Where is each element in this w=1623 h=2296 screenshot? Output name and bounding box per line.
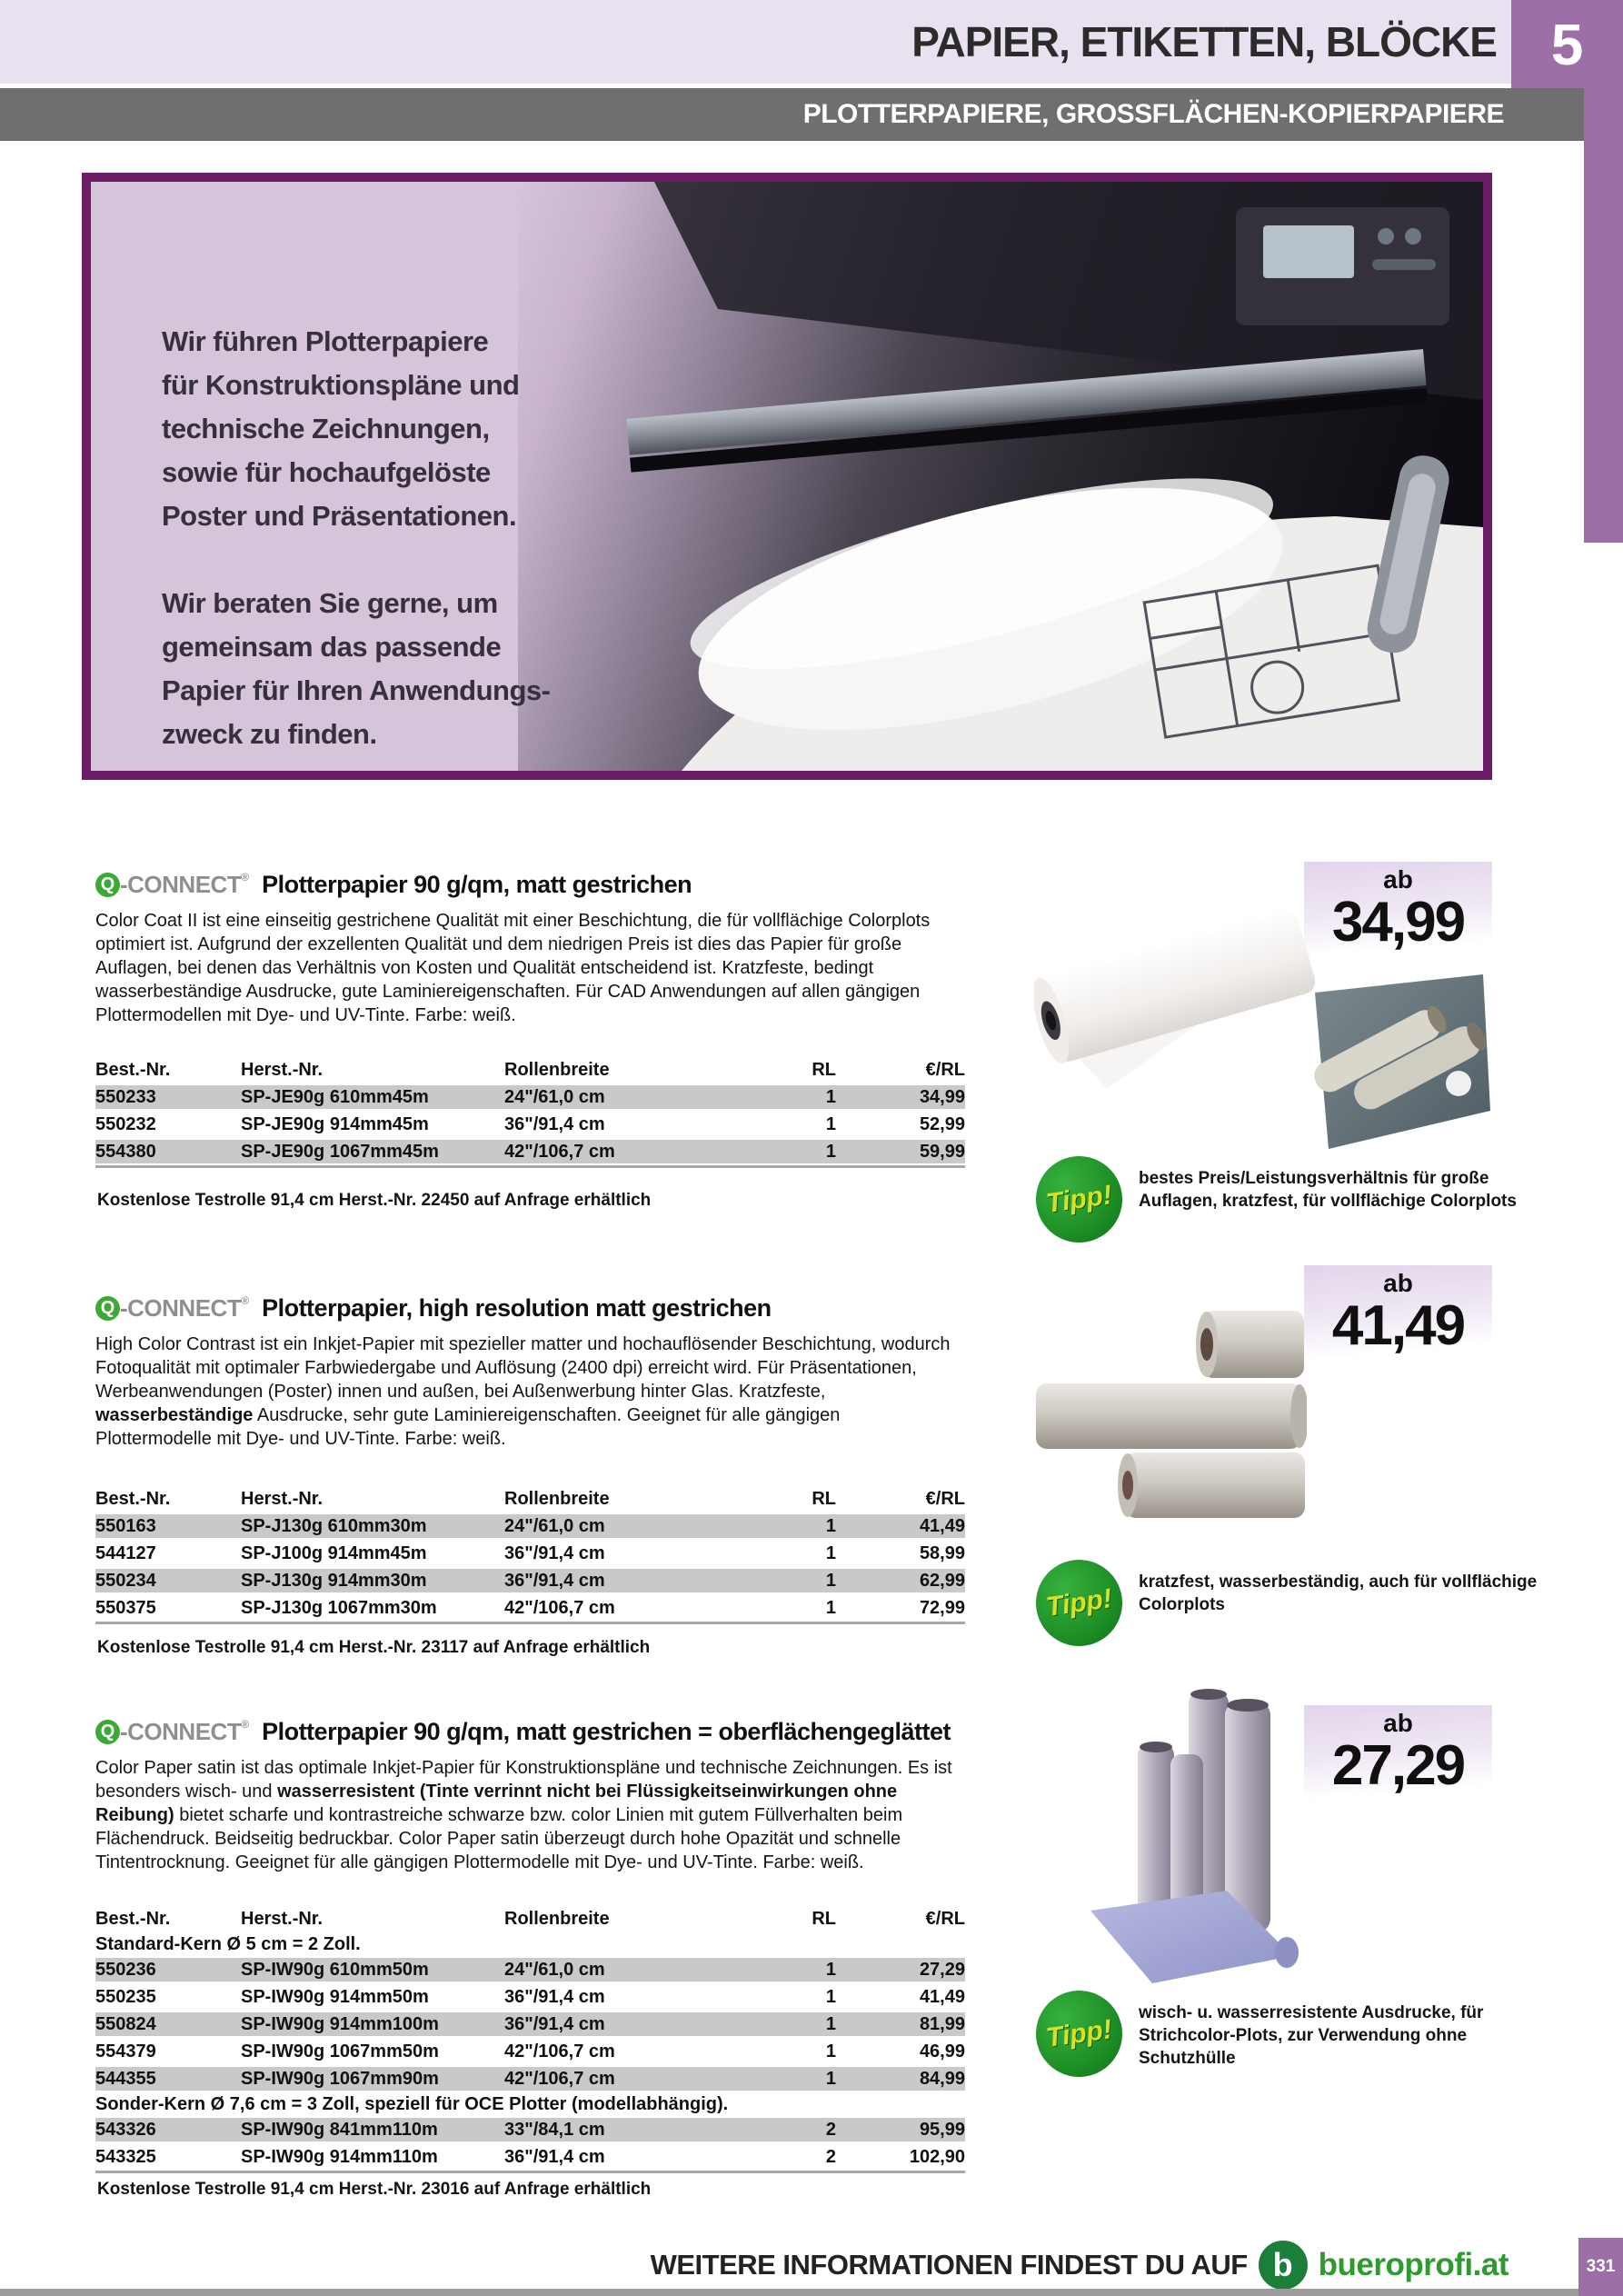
product-3-description bbox=[95, 1756, 959, 1874]
footer-site-link[interactable]: bueroprofi.at bbox=[1318, 2247, 1508, 2282]
table-cell: 1 bbox=[825, 1597, 836, 1618]
table-cell: 52,99 bbox=[919, 1113, 965, 1134]
table-cell: 550234 bbox=[95, 1570, 156, 1591]
table-row bbox=[95, 2143, 965, 2171]
table-cell: 554379 bbox=[95, 2041, 156, 2061]
table-cell: SP-IW90g 914mm110m bbox=[241, 2146, 438, 2167]
table-row bbox=[95, 1567, 965, 1594]
product-2-price: 41,49 bbox=[1331, 1294, 1465, 1357]
table-cell: 36"/91,4 cm bbox=[504, 2013, 605, 2034]
product-3-tipp-text: wisch- u. wasserresistente Ausdrucke, für Strichcolor-Plots, zur Verwendung ohne Schutzhülle bbox=[1139, 2003, 1484, 2068]
product-1-title: Plotterpapier 90 g/qm, matt gestrichen bbox=[262, 871, 692, 898]
table-cell: 544127 bbox=[95, 1542, 156, 1563]
table-cell: 550375 bbox=[95, 1597, 156, 1618]
product-3-tipp bbox=[1036, 1991, 1545, 2077]
table-header-row bbox=[95, 1485, 965, 1512]
q-connect-logo-icon: Q bbox=[95, 1296, 120, 1321]
table-cell: 544355 bbox=[95, 2068, 156, 2089]
description-segment: Color Paper satin ist das optimale Inkjet-Papier für Konstruktionspläne und technische Zeichnungen. Es ist besonders wisch- und bbox=[95, 1758, 952, 1802]
paper-rolls-inset-photo bbox=[1306, 974, 1490, 1149]
table-group-label: Sonder-Kern Ø 7,6 cm = 3 Zoll, speziell für OCE Plotter (modellabhängig). bbox=[95, 2093, 729, 2114]
table-row bbox=[95, 1540, 965, 1567]
column-header: €/RL bbox=[925, 1908, 965, 1929]
product-2-description bbox=[95, 1333, 959, 1451]
product-3-note: Kostenlose Testrolle 91,4 cm Herst.-Nr. 23016 auf Anfrage erhältlich bbox=[97, 2180, 652, 2199]
table-row bbox=[95, 2116, 965, 2143]
table-cell: 42"/106,7 cm bbox=[504, 1597, 615, 1618]
product-1-header bbox=[95, 871, 692, 899]
chapter-number: 5 bbox=[1550, 11, 1584, 77]
table-cell: 24"/61,0 cm bbox=[504, 1959, 605, 1980]
page-number: 331 bbox=[1586, 2257, 1616, 2276]
table-row bbox=[95, 1594, 965, 1622]
q-connect-logo: Q -CONNECT ® bbox=[95, 871, 249, 899]
description-segment: wasserbeständige bbox=[95, 1405, 254, 1425]
page-title: PAPIER, ETIKETTEN, BLÖCKE bbox=[911, 18, 1497, 65]
table-cell: 36"/91,4 cm bbox=[504, 1542, 605, 1563]
table-cell: 102,90 bbox=[909, 2146, 965, 2167]
table-row bbox=[95, 2038, 965, 2065]
table-cell: 1 bbox=[825, 1086, 836, 1107]
table-row bbox=[95, 1111, 965, 1138]
table-cell: 46,99 bbox=[919, 2041, 965, 2061]
q-connect-logo: Q -CONNECT ® bbox=[95, 1718, 249, 1746]
table-cell: 550235 bbox=[95, 1986, 156, 2007]
column-header: Rollenbreite bbox=[504, 1488, 610, 1509]
column-header: €/RL bbox=[925, 1059, 965, 1080]
table-cell: 550236 bbox=[95, 1959, 156, 1980]
table-cell: SP-JE90g 1067mm45m bbox=[241, 1141, 439, 1162]
hero-banner bbox=[82, 173, 1492, 780]
column-header: Best.-Nr. bbox=[95, 1908, 171, 1929]
table-cell: 42"/106,7 cm bbox=[504, 1141, 615, 1162]
column-header: €/RL bbox=[925, 1488, 965, 1509]
table-header-row bbox=[95, 1905, 965, 1932]
table-cell: 1 bbox=[825, 1986, 836, 2007]
product-3-header bbox=[95, 1718, 951, 1746]
footer-label: WEITERE INFORMATIONEN FINDEST DU AUF bbox=[650, 2249, 1248, 2281]
table-row bbox=[95, 1138, 965, 1165]
bueroprofi-logo-icon: b bbox=[1259, 2241, 1308, 2290]
hero-paragraph-2 bbox=[162, 582, 598, 756]
table-cell: 36"/91,4 cm bbox=[504, 1570, 605, 1591]
table-cell: 1 bbox=[825, 1542, 836, 1563]
table-cell: 550824 bbox=[95, 2013, 156, 2034]
column-header: Herst.-Nr. bbox=[241, 1488, 324, 1509]
tipp-badge-icon: Tipp! bbox=[1031, 1554, 1128, 1652]
product-1-price: 34,99 bbox=[1331, 891, 1465, 953]
table-cell: 1 bbox=[825, 2041, 836, 2061]
description-segment: High Color Contrast ist ein Inkjet-Papier mit spezieller matter und hochauflösender Beschichtung, wodurch Fotoqualität mit optimaler Farbwiedergabe und Auflösung (2400 dpi) erreicht wird. Für Präsentationen, Werbeanwendungen (Poster) innen und außen, bei Außenwerbung hinter Glas. Kratzfeste, bbox=[95, 1334, 951, 1402]
text-line: technische Zeichnungen, bbox=[162, 413, 490, 444]
table-cell: 33"/84,1 cm bbox=[504, 2119, 605, 2140]
table-cell: 543326 bbox=[95, 2119, 156, 2140]
bottom-edge-strip bbox=[0, 2289, 1578, 2296]
table-row bbox=[95, 1512, 965, 1540]
table-cell: 1 bbox=[825, 1959, 836, 1980]
footer bbox=[651, 2236, 1508, 2294]
table-cell: SP-IW90g 1067mm90m bbox=[241, 2068, 439, 2089]
table-row bbox=[95, 1956, 965, 1983]
table-cell: 36"/91,4 cm bbox=[504, 1113, 605, 1134]
product-2-table bbox=[95, 1485, 965, 1624]
product-1-price-badge bbox=[1304, 862, 1492, 965]
text-line: Wir führen Plotterpapiere bbox=[162, 325, 489, 357]
section-bar bbox=[0, 88, 1584, 141]
column-header: Best.-Nr. bbox=[95, 1059, 171, 1080]
page-number-box bbox=[1578, 2238, 1623, 2296]
table-cell: 550233 bbox=[95, 1086, 156, 1107]
table-header-row bbox=[95, 1056, 965, 1083]
column-header: RL bbox=[812, 1908, 836, 1929]
table-row bbox=[95, 1083, 965, 1111]
right-edge-strip bbox=[1584, 88, 1623, 543]
chapter-tab[interactable] bbox=[1511, 0, 1623, 88]
text-line: gemeinsam das passende bbox=[162, 631, 502, 663]
text-line: Papier für Ihren Anwendungs- bbox=[162, 674, 551, 706]
table-row bbox=[95, 1983, 965, 2011]
table-cell: 550232 bbox=[95, 1113, 156, 1134]
q-connect-logo: Q -CONNECT ® bbox=[95, 1294, 249, 1323]
product-1-note: Kostenlose Testrolle 91,4 cm Herst.-Nr. 22450 auf Anfrage erhältlich bbox=[97, 1191, 652, 1210]
table-cell: 24"/61,0 cm bbox=[504, 1086, 605, 1107]
text-line: zweck zu finden. bbox=[162, 718, 377, 750]
table-cell: 550163 bbox=[95, 1515, 156, 1536]
table-cell: SP-IW90g 914mm100m bbox=[241, 2013, 439, 2034]
description-segment: Color Coat II ist eine einseitig gestrichene Qualität mit einer Beschichtung, die für vollflächige Colorplots optimiert ist. Aufgrund der exzellenten Qualität und dem niedrigen Preis ist dies das Papier für große Auflagen, bei denen das Verhältnis von Kosten und Qualität entscheidend ist. Kratzfeste, bedingt wasserbeständige Ausdrucke, gute Laminiereigenschaften. Für CAD Anwendungen auf allen gängigen Plottermodellen mit Dye- und UV-Tinte. Farbe: weiß. bbox=[95, 911, 931, 1025]
product-3-title: Plotterpapier 90 g/qm, matt gestrichen = oberflächengeglättet bbox=[262, 1718, 951, 1745]
header-band bbox=[0, 0, 1511, 84]
text-line: sowie für hochaufgelöste bbox=[162, 456, 491, 488]
column-header: Rollenbreite bbox=[504, 1908, 610, 1929]
paper-roll-photo bbox=[1034, 886, 1316, 1100]
table-cell: SP-J100g 914mm45m bbox=[241, 1542, 427, 1563]
price-prefix: ab bbox=[1383, 1709, 1413, 1737]
column-header: RL bbox=[812, 1488, 836, 1509]
table-cell: 2 bbox=[825, 2146, 836, 2167]
three-paper-rolls-photo bbox=[1034, 1300, 1307, 1527]
table-cell: 554380 bbox=[95, 1141, 156, 1162]
section-bar-title: PLOTTERPAPIERE, GROSSFLÄCHEN-KOPIERPAPIERE bbox=[802, 99, 1504, 129]
product-1-table bbox=[95, 1056, 965, 1168]
hero-paragraph-1 bbox=[162, 320, 598, 538]
product-3-price: 27,29 bbox=[1331, 1734, 1465, 1797]
table-cell: SP-IW90g 610mm50m bbox=[241, 1959, 429, 1980]
q-connect-logo-icon: Q bbox=[95, 1720, 120, 1744]
text-line: Wir beraten Sie gerne, um bbox=[162, 587, 498, 619]
price-prefix: ab bbox=[1383, 1269, 1413, 1297]
table-cell: 59,99 bbox=[919, 1141, 965, 1162]
table-cell: 42"/106,7 cm bbox=[504, 2068, 615, 2089]
hero-text bbox=[162, 320, 598, 800]
column-header: Rollenbreite bbox=[504, 1059, 610, 1080]
table-cell: 1 bbox=[825, 2013, 836, 2034]
description-segment: Ausdrucke, sehr gute Laminiereigenschaften. Geeignet für alle gängigen Plottermodelle mit Dye- und UV-Tinte. Farbe: weiß. bbox=[95, 1405, 841, 1449]
product-1-tipp-text: bestes Preis/Leistungsverhältnis für große Auflagen, kratzfest, für vollflächige Colorplots bbox=[1139, 1169, 1517, 1211]
table-cell: 42"/106,7 cm bbox=[504, 2041, 615, 2061]
table-cell: 2 bbox=[825, 2119, 836, 2140]
table-cell: SP-IW90g 1067mm50m bbox=[241, 2041, 439, 2061]
table-cell: SP-JE90g 610mm45m bbox=[241, 1086, 429, 1107]
column-header: Best.-Nr. bbox=[95, 1488, 171, 1509]
column-header: RL bbox=[812, 1059, 836, 1080]
table-group-label: Standard-Kern Ø 5 cm = 2 Zoll. bbox=[95, 1933, 361, 1954]
standing-paper-rolls-photo bbox=[1081, 1683, 1345, 1983]
table-cell: 27,29 bbox=[919, 1959, 965, 1980]
table-cell: 62,99 bbox=[919, 1570, 965, 1591]
table-cell: 34,99 bbox=[919, 1086, 965, 1107]
table-cell: SP-JE90g 914mm45m bbox=[241, 1113, 429, 1134]
text-line: für Konstruktionspläne und bbox=[162, 369, 520, 401]
table-cell: SP-J130g 610mm30m bbox=[241, 1515, 427, 1536]
table-cell: 1 bbox=[825, 1113, 836, 1134]
product-2-tipp bbox=[1036, 1560, 1545, 1646]
q-connect-logo-icon: Q bbox=[95, 873, 120, 897]
table-cell: 84,99 bbox=[919, 2068, 965, 2089]
table-cell: SP-IW90g 841mm110m bbox=[241, 2119, 438, 2140]
product-2-note: Kostenlose Testrolle 91,4 cm Herst.-Nr. 23117 auf Anfrage erhältlich bbox=[97, 1638, 651, 1657]
product-2-price-badge bbox=[1304, 1265, 1492, 1369]
column-header: Herst.-Nr. bbox=[241, 1059, 324, 1080]
table-cell: 1 bbox=[825, 1515, 836, 1536]
table-cell: SP-J130g 914mm30m bbox=[241, 1570, 427, 1591]
table-cell: 36"/91,4 cm bbox=[504, 2146, 605, 2167]
product-1-tipp bbox=[1036, 1156, 1545, 1243]
tipp-badge-icon: Tipp! bbox=[1031, 1985, 1128, 2082]
table-cell: 36"/91,4 cm bbox=[504, 1986, 605, 2007]
product-3-table bbox=[95, 1905, 965, 2173]
price-prefix: ab bbox=[1383, 865, 1413, 893]
table-cell: 58,99 bbox=[919, 1542, 965, 1563]
plotter-printer-photo bbox=[518, 182, 1483, 771]
product-2-header bbox=[95, 1294, 772, 1323]
table-cell: 1 bbox=[825, 2068, 836, 2089]
table-cell: SP-IW90g 914mm50m bbox=[241, 1986, 429, 2007]
text-line: Poster und Präsentationen. bbox=[162, 500, 517, 532]
table-cell: 95,99 bbox=[919, 2119, 965, 2140]
table-cell: 24"/61,0 cm bbox=[504, 1515, 605, 1536]
column-header: Herst.-Nr. bbox=[241, 1908, 324, 1929]
product-1-description bbox=[95, 909, 959, 1027]
description-segment: bietet scharfe und kontrastreiche schwarze bzw. color Linien mit gutem Füllverhalten beim Flächendruck. Beidseitig bedruckbar. Color Paper satin überzeugt durch hohe Opazität und schnelle Tintentrocknung. Geeignet für alle gängigen Plottermodelle mit Dye- und UV-Tinte. Farbe: weiß. bbox=[95, 1805, 903, 1872]
product-2-tipp-text: kratzfest, wasserbeständig, auch für vollflächige Colorplots bbox=[1139, 1572, 1538, 1614]
tipp-badge-icon: Tipp! bbox=[1031, 1151, 1128, 1248]
table-row bbox=[95, 2011, 965, 2038]
table-cell: 81,99 bbox=[919, 2013, 965, 2034]
table-cell: SP-J130g 1067mm30m bbox=[241, 1597, 437, 1618]
product-2-title: Plotterpapier, high resolution matt gestrichen bbox=[262, 1294, 772, 1322]
table-row bbox=[95, 2065, 965, 2092]
table-cell: 543325 bbox=[95, 2146, 156, 2167]
description-segment: wasserresistent (Tinte verrinnt nicht bei Flüssigkeitseinwirkungen ohne Reibung) bbox=[95, 1782, 898, 1825]
table-cell: 72,99 bbox=[919, 1597, 965, 1618]
table-cell: 1 bbox=[825, 1141, 836, 1162]
table-cell: 41,49 bbox=[919, 1515, 965, 1536]
table-cell: 1 bbox=[825, 1570, 836, 1591]
table-cell: 41,49 bbox=[919, 1986, 965, 2007]
